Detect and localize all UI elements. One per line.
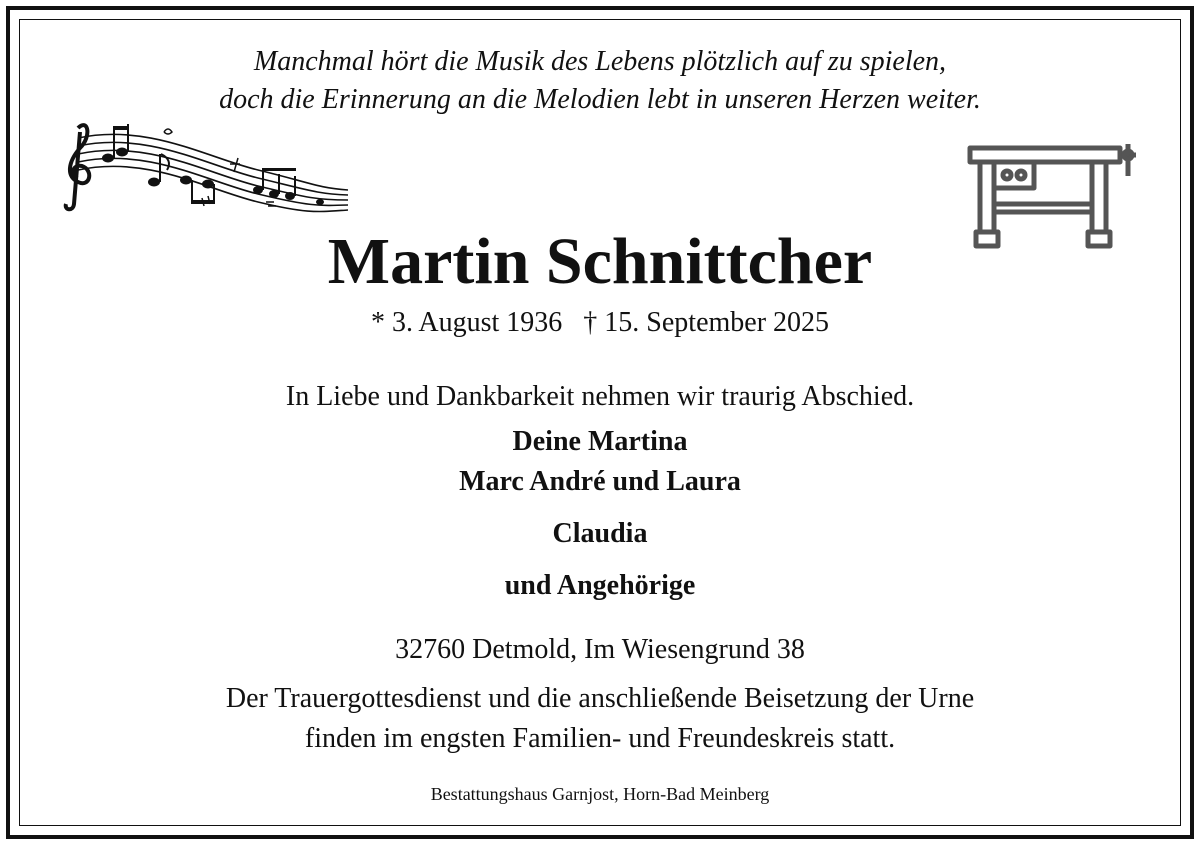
- mourner-line-3: Claudia: [552, 518, 648, 549]
- deceased-name: Martin Schnittcher: [327, 225, 873, 298]
- mourner-line-2: Marc André und Laura: [459, 466, 741, 497]
- quote-line-1: Manchmal hört die Musik des Lebens plötzlich auf zu spielen,: [253, 46, 947, 77]
- farewell-text: In Liebe und Dankbarkeit nehmen wir traurig Abschied.: [285, 381, 915, 412]
- mourner-line-4: und Angehörige: [504, 570, 696, 601]
- service-line-1: Der Trauergottesdienst und die anschließende Beisetzung der Urne: [225, 683, 975, 714]
- quote-line-2: doch die Erinnerung an die Melodien lebt in unseren Herzen weiter.: [219, 84, 981, 115]
- funeral-home: Bestattungshaus Garnjost, Horn-Bad Meinberg: [430, 784, 770, 804]
- mourner-line-1: Deine Martina: [512, 426, 688, 457]
- life-dates: * 3. August 1936 † 15. September 2025: [370, 307, 830, 338]
- service-line-2: finden im engsten Familien- und Freundeskreis statt.: [304, 723, 896, 754]
- address: 32760 Detmold, Im Wiesengrund 38: [395, 634, 805, 665]
- music-notes-icon: [58, 118, 350, 214]
